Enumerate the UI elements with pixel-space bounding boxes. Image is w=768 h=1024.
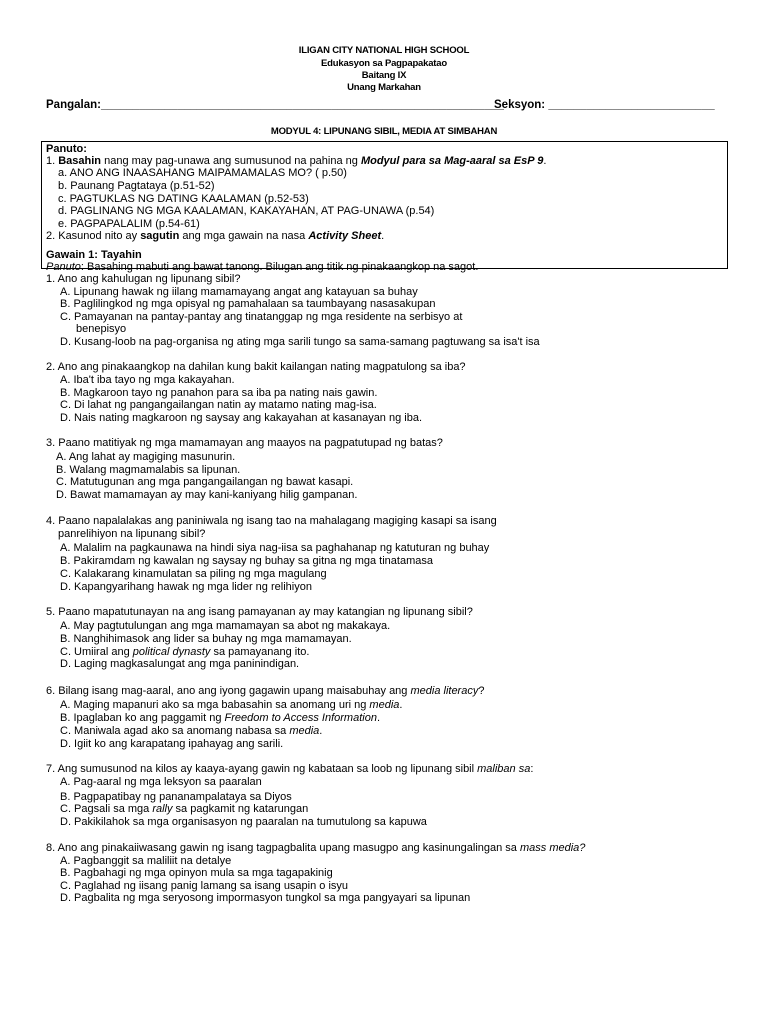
question-6-choice-c-italic: media [289, 725, 320, 737]
instruction-sub-b: b. Paunang Pagtataya (p.51-52) [58, 180, 215, 192]
question-6-choice-b-post: . [376, 712, 381, 724]
question-5-choice-c-pre: C. Umiiral ang [60, 646, 133, 658]
instruction-item-1-mid: nang may pag-unawa ang sumusunod na pahina ng [101, 155, 361, 167]
question-3-choice-d: D. Bawat mamamayan ay may kani-kaniyang hilig gampanan. [56, 489, 358, 501]
quarter-label: Unang Markahan [347, 82, 421, 93]
module-title: MODYUL 4: LIPUNANG SIBIL, MEDIA AT SIMBAHAN [270, 126, 498, 137]
question-3-stem: 3. Paano matitiyak ng mga mamamayan ang maayos na pagpatutupad ng batas? [46, 437, 443, 449]
question-4-choice-d: D. Kapangyarihang hawak ng mga lider ng relihiyon [60, 581, 312, 593]
question-5-choice-c-italic: political dynasty [132, 646, 211, 658]
instruction-sub-e: e. PAGPAPALALIM (p.54-61) [58, 218, 200, 230]
question-6-choice-a-pre: A. Maging mapanuri ako sa mga babasahin sa anomang uri ng [60, 699, 370, 711]
question-7-choice-c-pre: C. Pagsali sa mga [60, 803, 153, 815]
question-6-choice-b-italic: Freedom to Access Information [224, 712, 377, 724]
question-3-choice-b: B. Walang magmamalabis sa lipunan. [56, 464, 241, 476]
question-7-stem-pre: 7. Ang sumusunod na kilos ay kaaya-ayang gawin ng kabataan sa loob ng lipunang sibil [46, 763, 478, 775]
question-6-choice-a [60, 699, 402, 712]
instruction-item-1-end: . [543, 155, 547, 167]
activity-instructions-text: : Basahing mabuti ang bawat tanong. Bilugan ang titik ng pinakaangkop na sagot. [80, 261, 479, 273]
instruction-item-1-prefix: 1. [46, 155, 59, 167]
question-4-choice-a: A. Malalim na pagkaunawa na hindi siya nag-iisa sa paghahanap ng katuturan ng buhay [60, 542, 490, 554]
question-1-choice-c-cont: benepisyo [76, 323, 127, 335]
question-2-choice-a: A. Iba't iba tayo ng mga kakayahan. [60, 374, 235, 386]
instruction-item-2 [46, 230, 384, 243]
question-6-choice-a-post: . [399, 699, 403, 711]
instruction-item-2-end: . [381, 230, 385, 242]
question-3-choice-a: A. Ang lahat ay magiging masunurin. [56, 451, 236, 463]
instruction-sub-d: d. PAGLINANG NG MGA KAALAMAN, KAKAYAHAN, AT PAG-UNAWA (p.54) [58, 205, 435, 217]
question-5-stem: 5. Paano mapatutunayan na ang isang pamayanan ay may katangian ng lipunang sibil? [46, 606, 473, 618]
question-6-choice-c-pre: C. Maniwala agad ako sa anomang nabasa sa [60, 725, 290, 737]
section-field-label: Seksyon: __________________________ [494, 99, 715, 111]
question-1-choice-b: B. Paglilingkod ng mga opisyal ng pamahalaan sa taumbayang nasasakupan [60, 298, 436, 310]
activity-instructions-label: Panuto [46, 261, 81, 273]
question-6-choice-d: D. Igiit ko ang karapatang ipahayag ang sarili. [60, 738, 284, 750]
question-7-choice-c-italic: rally [152, 803, 173, 815]
question-4-choice-b: B. Pakiramdam ng kawalan ng saysay ng buhay sa gitna ng mga tinatamasa [60, 555, 433, 567]
grade-level: Baitang IX [361, 70, 407, 81]
question-6-choice-b-pre: B. Ipaglaban ko ang paggamit ng [60, 712, 225, 724]
question-7-choice-d: D. Pakikilahok sa mga organisasyon ng paaralan na tumutulong sa kapuwa [60, 816, 427, 828]
instruction-item-2-prefix: 2. Kasunod nito ay [46, 230, 141, 242]
question-7-stem-post: : [530, 763, 534, 775]
instruction-sub-a: a. ANO ANG INAASAHANG MAIPAMAMALAS MO? ( p.50) [58, 167, 347, 179]
question-1-choice-a: A. Lipunang hawak ng iilang mamamayang angat ang katayuan sa buhay [60, 286, 418, 298]
question-1-choice-d: D. Kusang-loob na pag-organisa ng ating mga sarili tungo sa sama-samang pagtuwang sa isa't isa [60, 336, 540, 348]
question-6-choice-c-post: . [319, 725, 323, 737]
question-5-choice-c-post: sa pamayanang ito. [210, 646, 310, 658]
question-8-choice-a: A. Pagbanggit sa maliliit na detalye [60, 855, 232, 867]
question-8-choice-b: B. Pagbahagi ng mga opinyon mula sa mga tagapakinig [60, 867, 333, 879]
question-7-choice-c [60, 803, 308, 816]
question-8-stem-italic: mass media? [519, 842, 586, 854]
activity-title: Gawain 1: Tayahin [46, 249, 142, 261]
question-8-stem [46, 842, 585, 855]
question-5-choice-d: D. Laging magkasalungat ang mga paninindigan. [60, 658, 300, 670]
instruction-item-2-sheet: Activity Sheet [308, 230, 382, 242]
question-7-choice-b: B. Pagpapatibay ng pananampalataya sa Diyos [60, 791, 292, 803]
question-4-choice-c: C. Kalakarang kinamulatan sa piling ng mga magulang [60, 568, 327, 580]
question-6-choice-a-italic: media [369, 699, 400, 711]
question-7-stem-italic: maliban sa [477, 763, 531, 775]
instruction-item-1-book: Modyul para sa Mag-aaral sa EsP 9 [360, 155, 544, 167]
instruction-item-2-mid: ang mga gawain na nasa [179, 230, 309, 242]
question-4-stem-cont: panrelihiyon na lipunang sibil? [58, 528, 206, 540]
question-2-choice-d: D. Nais nating magkaroon ng saysay ang kakayahan at kasanayan ng iba. [60, 412, 423, 424]
instruction-item-1-bold: Basahin [58, 155, 102, 167]
question-8-choice-c: C. Paglahad ng iisang panig lamang sa isang usapin o isyu [60, 880, 349, 892]
question-2-choice-b: B. Magkaroon tayo ng panahon para sa iba pa nating nais gawin. [60, 387, 378, 399]
school-name: ILIGAN CITY NATIONAL HIGH SCHOOL [298, 45, 470, 56]
question-7-stem [46, 763, 533, 776]
question-8-stem-pre: 8. Ano ang pinakaiiwasang gawin ng isang tagpagbalita upang masugpo ang kasinungalingan sa [46, 842, 520, 854]
question-6-stem-italic: media literacy [410, 685, 479, 697]
instruction-sub-c: c. PAGTUKLAS NG DATING KAALAMAN (p.52-53) [58, 193, 309, 205]
question-5-choice-a: A. May pagtutulungan ang mga mamamayan sa abot ng makakaya. [60, 620, 391, 632]
question-7-choice-a: A. Pag-aaral ng mga leksyon sa paaralan [60, 776, 262, 788]
question-1-choice-c: C. Pamayanan na pantay-pantay ang tinatanggap ng mga residente na serbisyo at [60, 311, 463, 323]
question-3-choice-c: C. Matutugunan ang mga pangangailangan ng bawat kasapi. [56, 476, 354, 488]
subject-name: Edukasyon sa Pagpapakatao [321, 58, 447, 69]
question-1-stem: 1. Ano ang kahulugan ng lipunang sibil? [46, 273, 241, 285]
question-6-choice-c [60, 725, 322, 738]
question-7-choice-c-post: sa pagkamit ng katarungan [172, 803, 309, 815]
name-field-label: Pangalan:_______________________________________________________________ [46, 99, 504, 111]
question-4-stem: 4. Paano napalalakas ang paniniwala ng isang tao na mahalagang magiging kasapi sa isang [46, 515, 497, 527]
question-6-stem [46, 685, 484, 698]
question-6-choice-b [60, 712, 380, 725]
question-5-choice-b: B. Nanghihimasok ang lider sa buhay ng mga mamamayan. [60, 633, 352, 645]
question-6-stem-post: ? [478, 685, 485, 697]
question-2-stem: 2. Ano ang pinakaangkop na dahilan kung bakit kailangan nating magpatulong sa iba? [46, 361, 466, 373]
instructions-title: Panuto: [46, 143, 87, 155]
question-2-choice-c: C. Di lahat ng pangangailangan natin ay matamo nating mag-isa. [60, 399, 377, 411]
question-6-stem-pre: 6. Bilang isang mag-aaral, ano ang iyong gagawin upang maisabuhay ang [46, 685, 411, 697]
instruction-item-2-bold: sagutin [140, 230, 180, 242]
question-8-choice-d: D. Pagbalita ng mga seryosong impormasyon tungkol sa mga pangyayari sa lipunan [60, 892, 471, 904]
